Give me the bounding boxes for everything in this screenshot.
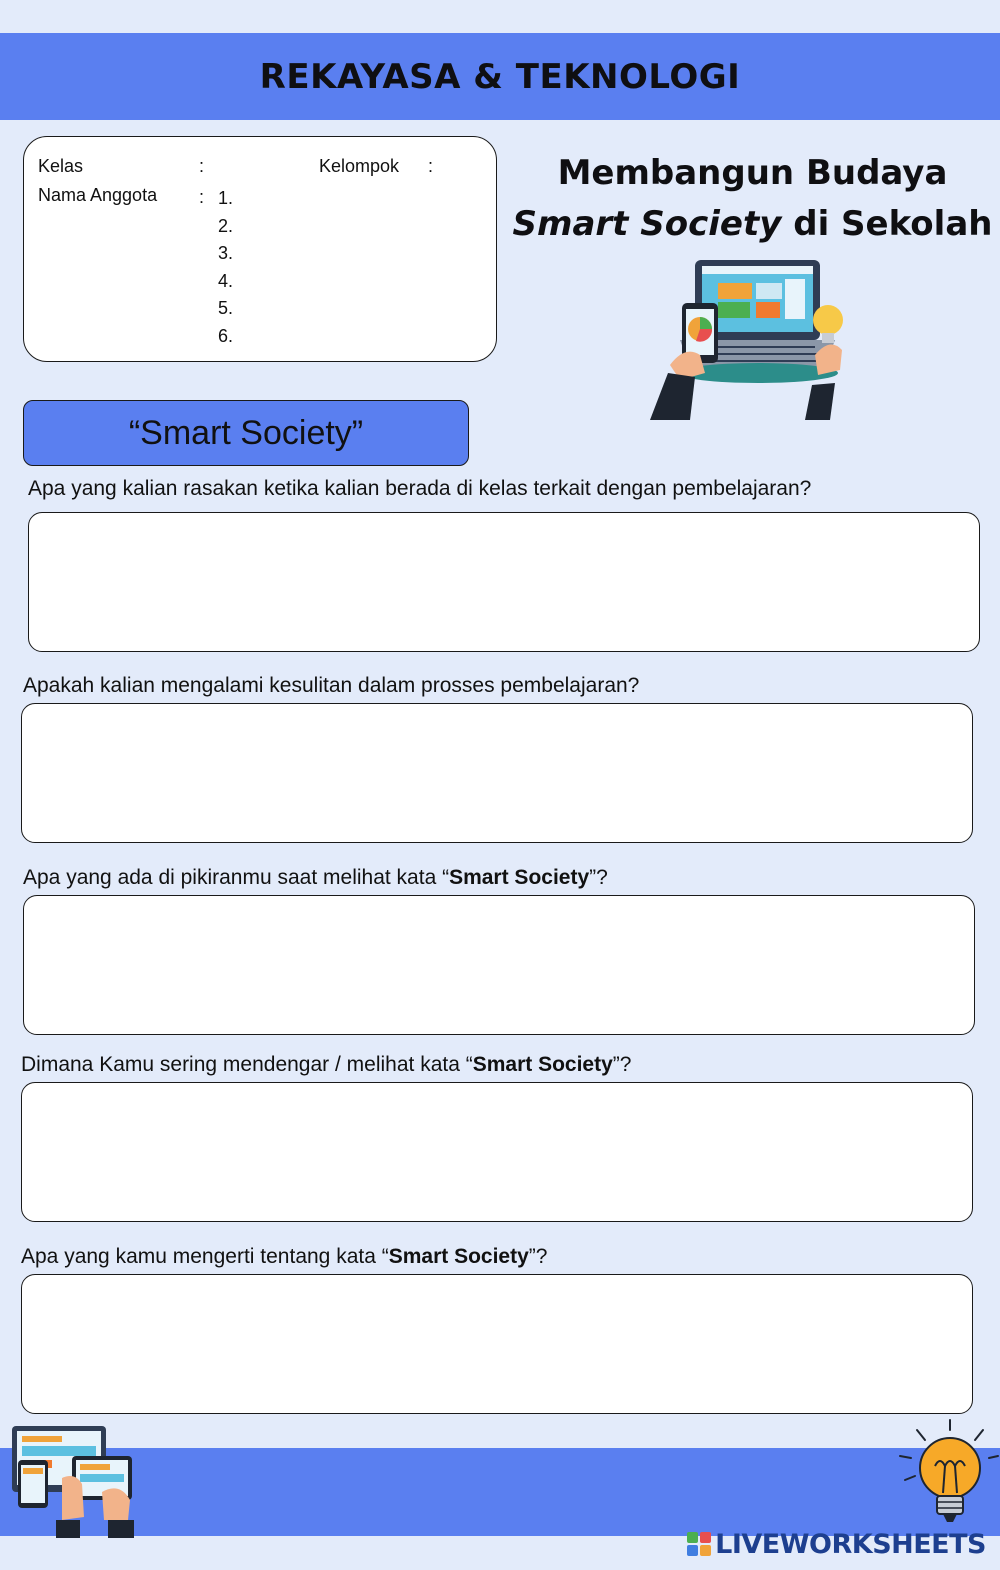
worksheet-main-title — [505, 148, 1000, 250]
member-number: 5. — [218, 298, 234, 319]
question-5 — [21, 1245, 547, 1269]
member-number-list — [218, 185, 233, 351]
answer-box-3[interactable] — [23, 895, 975, 1035]
answer-box-4[interactable] — [21, 1082, 973, 1222]
answer-box-1[interactable] — [28, 512, 980, 652]
liveworksheets-icon — [687, 1532, 711, 1556]
kelas-colon: : — [199, 156, 205, 176]
footer-band — [0, 1448, 1000, 1536]
header-band — [0, 33, 1000, 120]
question-3 — [23, 866, 608, 890]
question-2: Apakah kalian mengalami kesulitan dalam prosses pembelajaran? — [23, 674, 640, 697]
question-1: Apa yang kalian rasakan ketika kalian berada di kelas terkait dengan pembelajaran? — [28, 477, 812, 500]
title-italic: Smart Society — [512, 204, 782, 244]
laptop-hands-icon — [650, 255, 850, 420]
section-label: “Smart Society” — [23, 400, 469, 466]
nama-anggota-label: Nama Anggota — [38, 185, 158, 205]
nama-colon: : — [199, 187, 205, 207]
lightbulb-icon — [895, 1418, 1000, 1533]
member-number: 2. — [218, 215, 234, 236]
title-line-1: Membangun Budaya — [557, 153, 948, 193]
liveworksheets-text: LIVEWORKSHEETS — [715, 1528, 986, 1560]
answer-box-5[interactable] — [21, 1274, 973, 1414]
worksheet-header-title: REKAYASA & TEKNOLOGI — [259, 56, 741, 97]
answer-box-2[interactable] — [21, 703, 973, 843]
question-text-end: ”? — [528, 1245, 548, 1268]
member-number: 3. — [218, 243, 234, 264]
question-bold-term: Smart Society — [449, 866, 590, 889]
question-text: Apa yang ada di pikiranmu saat melihat kata “ — [23, 866, 450, 889]
kelompok-colon: : — [428, 156, 434, 176]
question-4 — [21, 1053, 631, 1077]
member-number: 4. — [218, 270, 234, 291]
kelas-label: Kelas — [38, 156, 84, 176]
question-bold-term: Smart Society — [472, 1053, 613, 1076]
student-info-box — [23, 136, 497, 362]
title-line-2 — [505, 199, 1000, 250]
kelompok-label: Kelompok — [319, 156, 400, 176]
member-number: 6. — [218, 325, 234, 346]
question-text: Apa yang kamu mengerti tentang kata “ — [21, 1245, 389, 1268]
question-text-end: ”? — [589, 866, 608, 889]
liveworksheets-logo — [687, 1527, 986, 1561]
question-text: Dimana Kamu sering mendengar / melihat kata “ — [21, 1053, 473, 1076]
question-bold-term: Smart Society — [388, 1245, 529, 1268]
member-number: 1. — [218, 188, 234, 208]
devices-icon — [0, 1422, 140, 1542]
question-text-end: ”? — [612, 1053, 632, 1076]
title-rest: di Sekolah — [781, 204, 993, 244]
